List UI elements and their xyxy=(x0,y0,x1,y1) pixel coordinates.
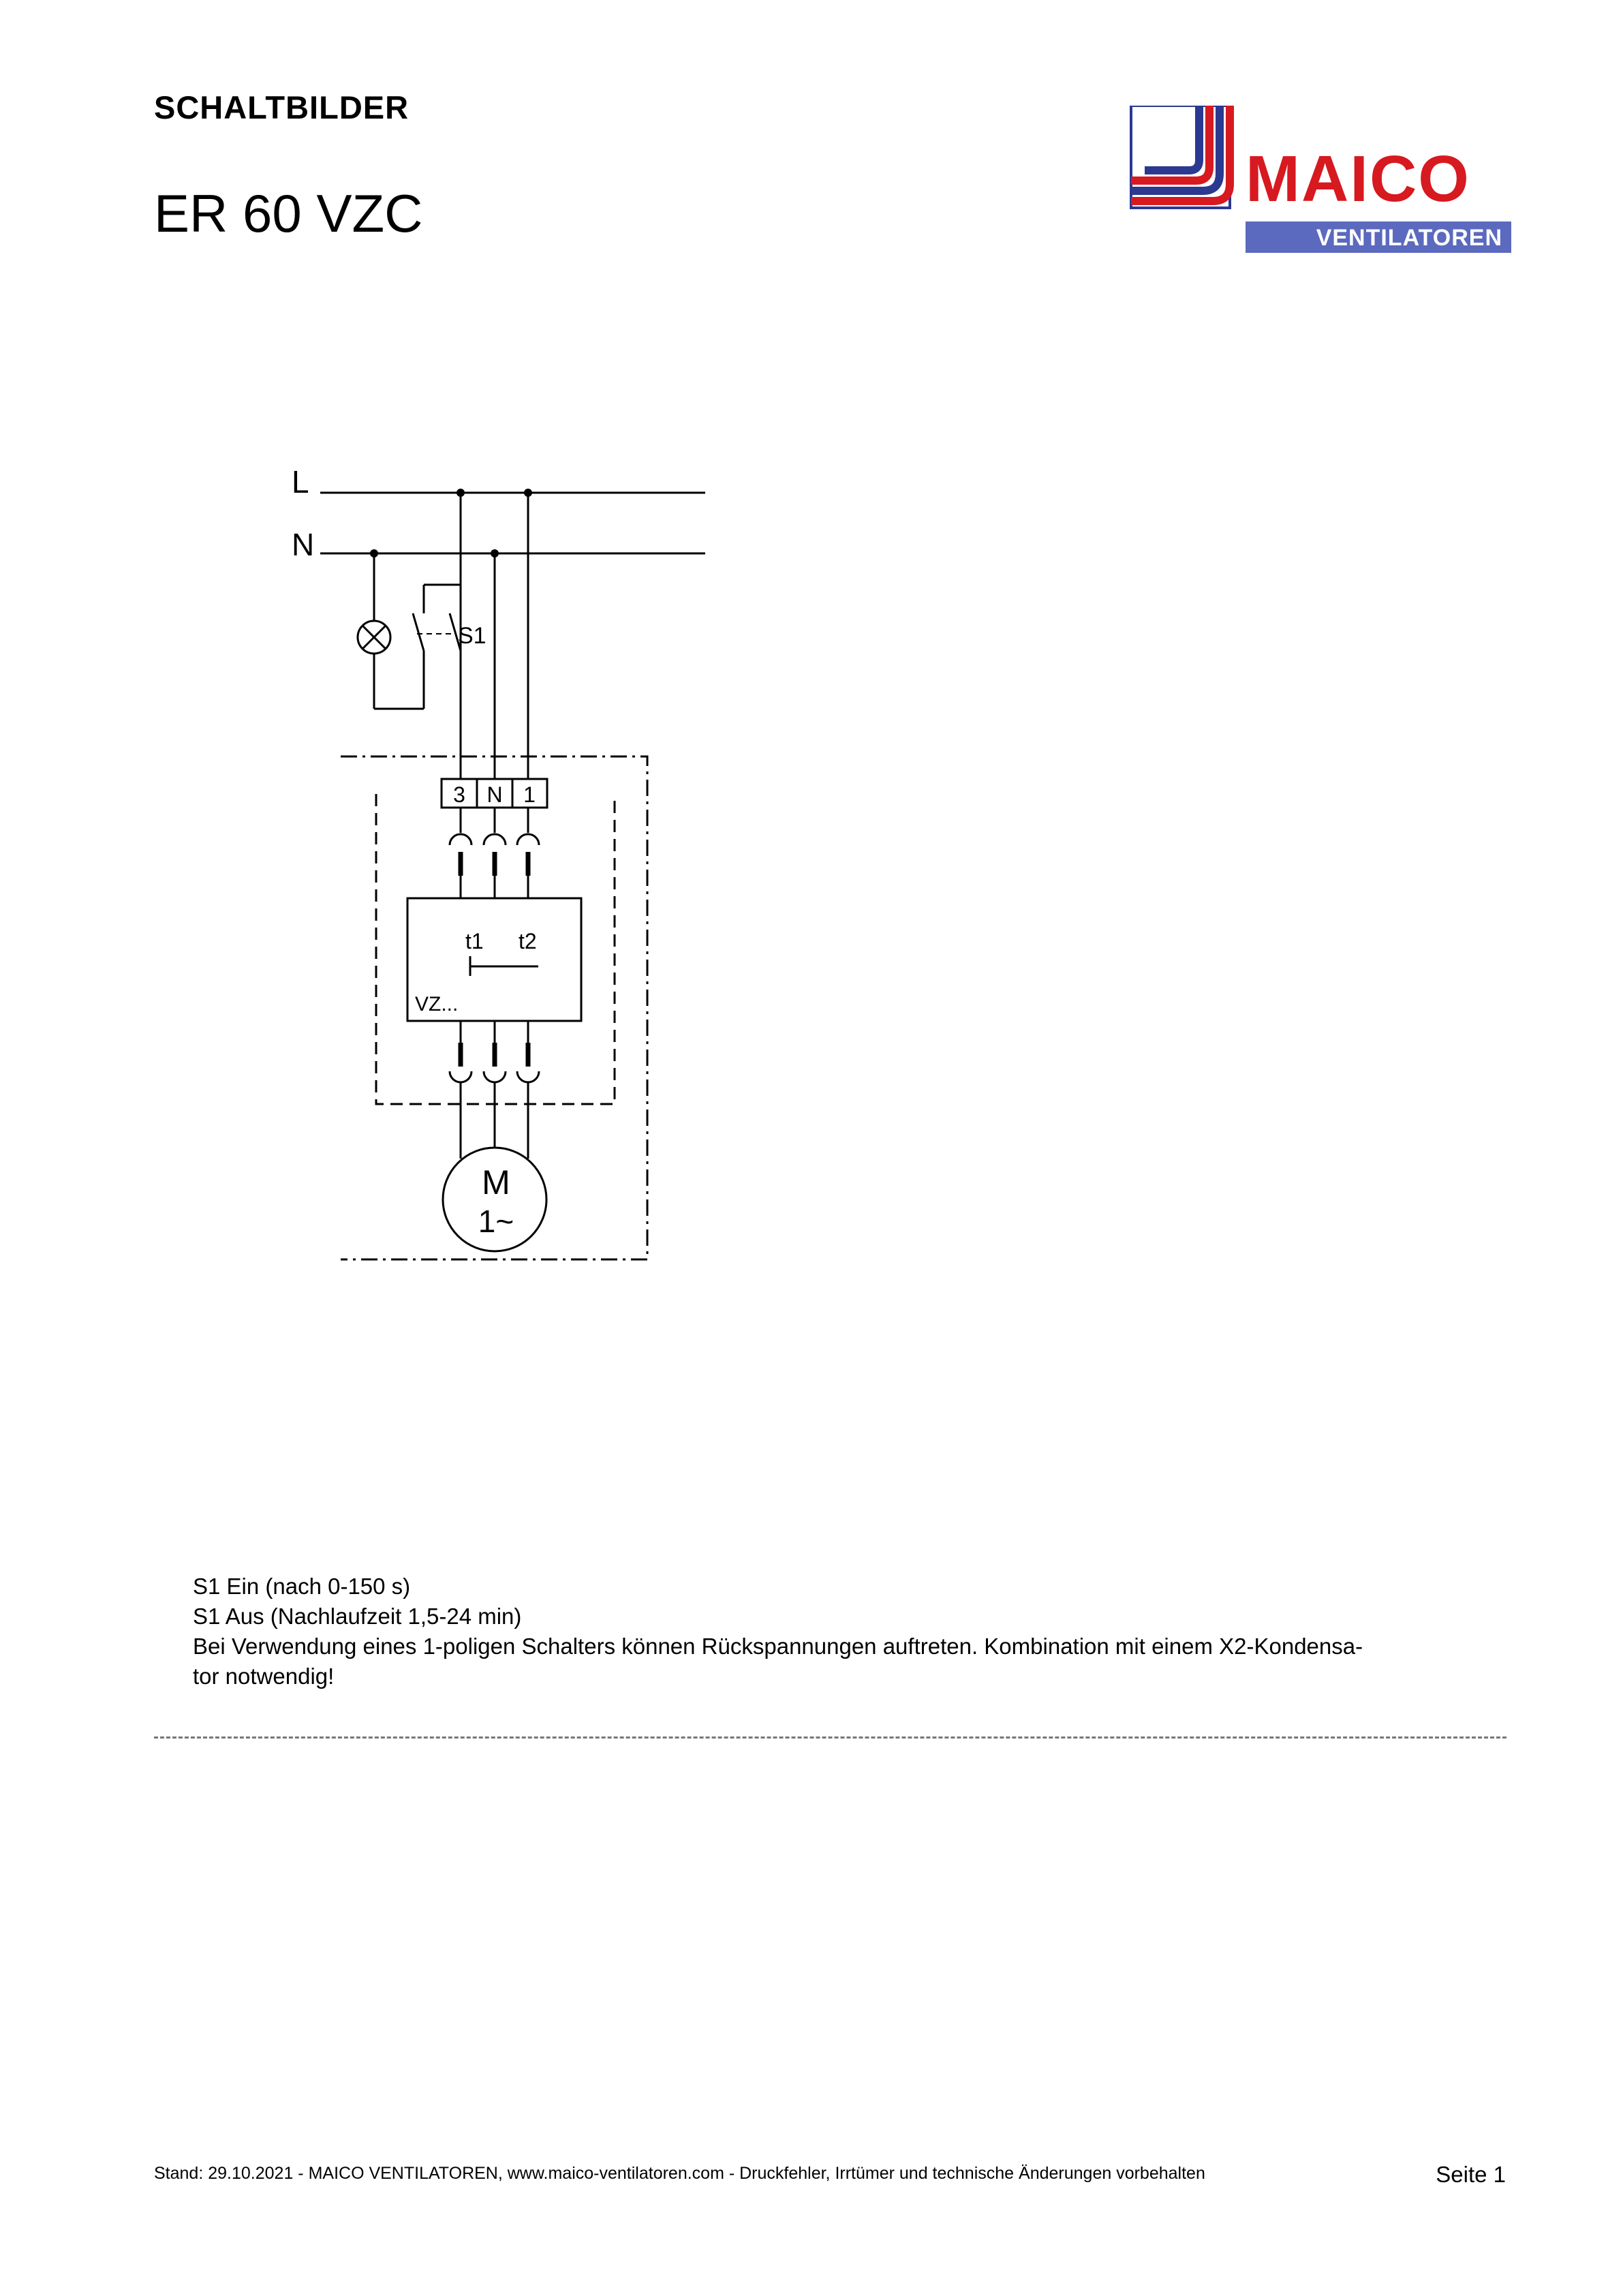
module-label: VZ... xyxy=(415,993,459,1015)
note-line: S1 Ein (nach 0-150 s) xyxy=(193,1574,411,1599)
timer-t2-label: t2 xyxy=(519,929,537,953)
dashed-separator xyxy=(154,1736,1506,1739)
connector-socket xyxy=(484,834,506,845)
note-line: tor notwendig! xyxy=(193,1664,335,1689)
motor-label-m: M xyxy=(482,1163,510,1201)
switch-label: S1 xyxy=(458,623,486,649)
motor-label-phase: 1~ xyxy=(478,1204,514,1239)
maico-logo xyxy=(1124,106,1513,257)
logo-brand-text: MAICO xyxy=(1246,142,1470,215)
terminal-label: N xyxy=(486,782,503,807)
notes-block xyxy=(193,1572,1487,1692)
label-line-n: N xyxy=(292,527,315,562)
product-title: ER 60 VZC xyxy=(154,183,423,243)
connector-socket xyxy=(450,1071,472,1082)
connector-socket xyxy=(517,1071,539,1082)
connector-socket xyxy=(517,834,539,845)
section-title: SCHALTBILDER xyxy=(154,89,409,125)
logo-subline-text: VENTILATOREN xyxy=(1316,225,1502,251)
note-line: S1 Aus (Nachlaufzeit 1,5-24 min) xyxy=(193,1604,522,1629)
page-number: Seite 1 xyxy=(1436,2162,1506,2187)
timer-t1-label: t1 xyxy=(465,929,484,953)
note-line: Bei Verwendung eines 1-poligen Schalters können Rückspannungen auftreten. Kombination mit einem X2-Kondensa- xyxy=(193,1634,1363,1659)
footer-text: Stand: 29.10.2021 - MAICO VENTILATOREN, www.maico-ventilatoren.com - Druckfehler, Irrtümer und technische Änderungen vorbehalten xyxy=(154,2164,1205,2183)
connector-socket xyxy=(484,1071,506,1082)
wiring-diagram xyxy=(273,450,749,1288)
terminal-label: 1 xyxy=(523,782,536,807)
connector-socket xyxy=(450,834,472,845)
switch-contact-1 xyxy=(413,613,424,651)
terminal-label: 3 xyxy=(453,782,465,807)
label-line-l: L xyxy=(292,464,309,500)
